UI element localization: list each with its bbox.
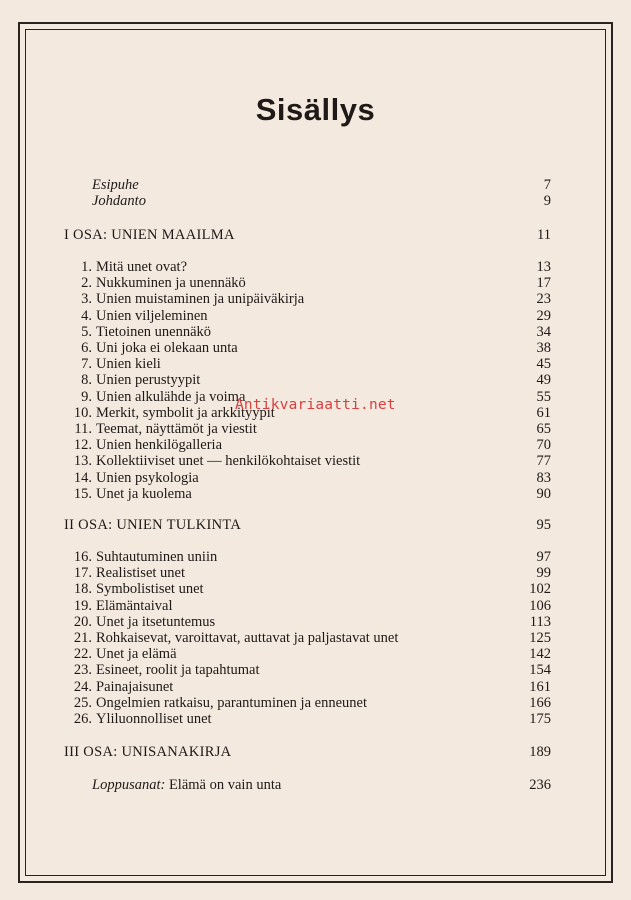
toc-part-heading bbox=[64, 743, 551, 761]
chapter-page-number: 23 bbox=[536, 291, 551, 308]
chapter-title: Unien alkulähde ja voima bbox=[96, 388, 246, 405]
chapter-number: 17. bbox=[73, 565, 92, 582]
chapter-page-number: 125 bbox=[529, 630, 551, 646]
chapter-page-number: 106 bbox=[529, 597, 551, 614]
chapter-title: Unien psykologia bbox=[96, 469, 199, 486]
chapter-title: Merkit, symbolit ja arkkityypit bbox=[96, 404, 275, 421]
chapter-page-number: 29 bbox=[536, 307, 551, 324]
afterword-subtitle: Elämä on vain unta bbox=[165, 777, 282, 793]
chapter-title: Unet ja elämä bbox=[96, 646, 177, 663]
afterword-label: Loppusanat: bbox=[92, 777, 166, 793]
chapter-title: Unien kieli bbox=[96, 356, 161, 373]
chapter-number: 4. bbox=[81, 307, 92, 324]
part-title: III OSA: UNISANAKIRJA bbox=[64, 744, 232, 760]
chapter-title: Suhtautuminen uniin bbox=[96, 549, 218, 565]
part-page-number: 95 bbox=[536, 517, 551, 533]
chapter-page-number: 97 bbox=[536, 549, 551, 565]
chapter-title: Unien muistaminen ja unipäiväkirja bbox=[96, 291, 305, 308]
chapter-title: Teemat, näyttämöt ja viestit bbox=[96, 421, 257, 437]
chapter-title: Unien perustyypit bbox=[96, 372, 201, 389]
chapter-page-number: 77 bbox=[536, 453, 551, 470]
chapter-page-number: 90 bbox=[536, 485, 551, 502]
chapter-page-number: 34 bbox=[536, 323, 551, 340]
chapter-title: Elämäntaival bbox=[96, 597, 173, 614]
chapter-number: 11. bbox=[74, 421, 92, 437]
chapter-page-number: 70 bbox=[536, 437, 551, 454]
chapter-number: 25. bbox=[73, 694, 92, 711]
chapter-number: 13. bbox=[73, 453, 92, 470]
chapter-page-number: 161 bbox=[529, 678, 551, 695]
chapter-title: Rohkaisevat, varoittavat, auttavat ja paljastavat unet bbox=[96, 630, 399, 646]
chapter-page-number: 166 bbox=[529, 694, 551, 711]
chapter-page-number: 175 bbox=[529, 711, 551, 727]
chapter-number: 3. bbox=[81, 291, 92, 308]
toc-chapter-entry bbox=[64, 485, 551, 503]
chapter-number: 8. bbox=[81, 372, 92, 389]
chapter-title: Painajaisunet bbox=[96, 678, 174, 695]
chapter-title: Symbolistiset unet bbox=[96, 581, 204, 598]
chapter-title: Unet ja itsetuntemus bbox=[96, 613, 216, 630]
chapter-page-number: 45 bbox=[536, 356, 551, 373]
chapter-title: Tietoinen unennäkö bbox=[96, 323, 212, 340]
chapter-number: 9. bbox=[81, 388, 92, 405]
chapter-page-number: 154 bbox=[529, 662, 551, 679]
chapter-page-number: 99 bbox=[536, 565, 551, 582]
chapter-number: 19. bbox=[73, 597, 92, 614]
chapter-title: Unien henkilögalleria bbox=[96, 437, 223, 454]
chapter-number: 14. bbox=[73, 469, 92, 486]
page-title: Sisällys bbox=[255, 92, 376, 127]
part-title: II OSA: UNIEN TULKINTA bbox=[64, 517, 242, 533]
chapter-page-number: 61 bbox=[536, 404, 551, 421]
chapter-number: 5. bbox=[81, 323, 92, 340]
entry-title: Esipuhe bbox=[92, 177, 139, 193]
afterword-title bbox=[92, 776, 281, 794]
chapter-number: 20. bbox=[73, 613, 92, 630]
chapter-number: 12. bbox=[73, 437, 92, 454]
chapter-page-number: 113 bbox=[529, 613, 551, 630]
afterword-page-number: 236 bbox=[529, 777, 551, 793]
watermark: Antikvariaatti.net bbox=[235, 397, 396, 413]
entry-page-number: 9 bbox=[543, 193, 551, 209]
chapter-number: 6. bbox=[81, 340, 92, 356]
chapter-number: 10. bbox=[73, 404, 92, 421]
chapter-title: Kollektiiviset unet — henkilökohtaiset viestit bbox=[96, 453, 361, 470]
chapter-page-number: 49 bbox=[536, 372, 551, 389]
chapter-page-number: 13 bbox=[536, 259, 551, 275]
chapter-page-number: 83 bbox=[536, 469, 551, 486]
chapter-title: Nukkuminen ja unennäkö bbox=[96, 275, 246, 292]
chapter-title: Ongelmien ratkaisu, parantuminen ja enneunet bbox=[96, 694, 367, 711]
chapter-number: 24. bbox=[73, 678, 92, 695]
chapter-number: 2. bbox=[81, 275, 92, 292]
chapter-number: 18. bbox=[73, 581, 92, 598]
chapter-title: Realistiset unet bbox=[96, 565, 185, 582]
chapter-number: 23. bbox=[73, 662, 92, 679]
chapter-number: 26. bbox=[73, 711, 92, 727]
chapter-title: Yliluonnolliset unet bbox=[96, 711, 212, 727]
chapter-page-number: 17 bbox=[536, 275, 551, 292]
chapter-number: 22. bbox=[73, 646, 92, 663]
part-page-number: 11 bbox=[537, 227, 551, 243]
toc-afterword-entry bbox=[92, 776, 551, 794]
chapter-number: 15. bbox=[73, 485, 92, 502]
toc-chapter-entry bbox=[64, 710, 551, 728]
entry-title: Johdanto bbox=[92, 193, 146, 209]
toc-part-heading bbox=[64, 226, 551, 244]
chapter-title: Unet ja kuolema bbox=[96, 485, 192, 502]
chapter-title: Mitä unet ovat? bbox=[96, 259, 188, 275]
chapter-number: 16. bbox=[73, 549, 92, 565]
chapter-page-number: 102 bbox=[529, 581, 551, 598]
chapter-page-number: 142 bbox=[529, 646, 551, 663]
chapter-title: Unien viljeleminen bbox=[96, 307, 208, 324]
chapter-page-number: 65 bbox=[536, 421, 551, 437]
chapter-number: 1. bbox=[81, 259, 92, 275]
toc-front-entry bbox=[92, 192, 551, 210]
part-page-number: 189 bbox=[529, 744, 551, 760]
chapter-title: Uni joka ei olekaan unta bbox=[96, 340, 238, 356]
chapter-title: Esineet, roolit ja tapahtumat bbox=[96, 662, 260, 679]
entry-page-number: 7 bbox=[543, 177, 551, 193]
chapter-page-number: 38 bbox=[536, 340, 551, 356]
chapter-number: 21. bbox=[73, 630, 92, 646]
part-title: I OSA: UNIEN MAAILMA bbox=[64, 227, 235, 243]
chapter-number: 7. bbox=[81, 356, 92, 373]
chapter-page-number: 55 bbox=[536, 388, 551, 405]
toc-part-heading bbox=[64, 516, 551, 534]
